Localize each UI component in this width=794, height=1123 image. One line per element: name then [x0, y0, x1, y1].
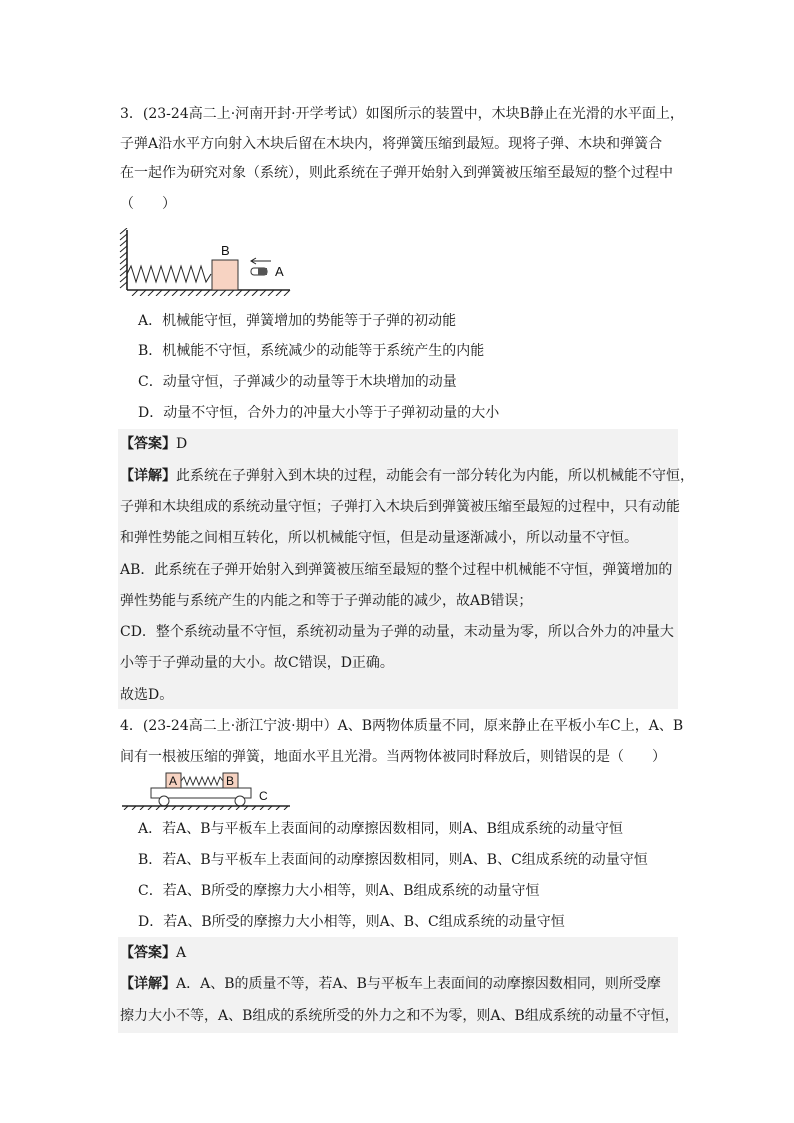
q3-stem-line-4: （ ）	[120, 196, 176, 212]
answer-value: D	[176, 436, 188, 452]
q4-option-a: A．若A、B与平板车上表面间的动摩擦因数相同，则A、B组成系统的动量守恒	[138, 821, 623, 837]
label-c: C	[259, 789, 268, 803]
q3-detail-line-6: CD．整个系统动量不守恒，系统初动量为子弹的动量，末动量为零，所以合外力的冲量大	[120, 624, 674, 640]
detail-tag: 【详解】	[120, 976, 176, 992]
detail-tag: 【详解】	[120, 468, 176, 484]
q3-option-d: D．动量不守恒，合外力的冲量大小等于子弹初动量的大小	[138, 405, 500, 421]
arrow-left-icon	[251, 258, 271, 264]
cart-wheel-left	[159, 796, 169, 806]
q3-detail-line-4: AB．此系统在子弹开始射入到弹簧被压缩至最短的整个过程中机械能不守恒，弹簧增加的	[120, 562, 673, 578]
answer-tag: 【答案】	[120, 436, 176, 452]
q4-detail-line-1	[120, 974, 676, 994]
detail-text: A．A、B的质量不等，若A、B与平板车上表面间的动摩擦因数相同，则所受摩	[176, 976, 661, 992]
q4-answer	[120, 943, 676, 963]
q3-answer	[120, 434, 676, 454]
q4-option-c: C．若A、B所受的摩擦力大小相等，则A、B组成系统的动量守恒	[138, 883, 540, 899]
label-b: B	[226, 774, 235, 788]
label-a: A	[169, 774, 178, 788]
spring	[181, 777, 223, 785]
block-b	[212, 260, 238, 290]
q3-detail-line-2: 子弹和木块组成的系统动量守恒；子弹打入木块后到弹簧被压缩至最短的过程中，只有动能	[120, 499, 680, 515]
ground	[122, 806, 290, 810]
q4-stem-line-1: 4．(23-24高二上·浙江宁波·期中）A、B两物体质量不同，原来静止在平板小车C上，A、B	[120, 718, 684, 734]
q3-option-a: A．机械能守恒，弹簧增加的势能等于子弹的初动能	[138, 313, 457, 329]
label-a: A	[275, 264, 284, 279]
q3-detail-line-1	[120, 466, 694, 486]
bullet-a	[251, 268, 267, 275]
detail-text: 此系统在子弹射入到木块的过程，动能会有一部分转化为内能，所以机械能不守恒，	[176, 468, 694, 484]
q3-stem-line-3: 在一起作为研究对象（系统），则此系统在子弹开始射入到弹簧被压缩至最短的整个过程中	[120, 165, 673, 181]
q4-option-b: B．若A、B与平板车上表面间的动摩擦因数相同，则A、B、C组成系统的动量守恒	[138, 852, 648, 868]
q4-detail-line-2: 擦力大小不等，A、B组成的系统所受的外力之和不为零，则A、B组成系统的动量不守恒，	[120, 1008, 679, 1024]
answer-value: A	[176, 945, 187, 961]
q3-detail-line-5: 弹性势能与系统产生的内能之和等于子弹动能的减少，故AB错误；	[120, 593, 533, 609]
answer-tag: 【答案】	[120, 945, 176, 961]
wall	[120, 228, 127, 290]
q4-option-d: D．若A、B所受的摩擦力大小相等，则A、B、C组成系统的动量守恒	[138, 914, 565, 930]
q3-figure	[118, 228, 298, 296]
q3-detail-line-7: 小等于子弹动量的大小。故C错误，D正确。	[120, 655, 394, 671]
q4-stem-line-2: 间有一根被压缩的弹簧，地面水平且光滑。当两物体被同时释放后，则错误的是（ ）	[120, 749, 666, 765]
q3-detail-line-8: 故选D。	[120, 687, 174, 703]
q3-option-b: B．机械能不守恒，系统减少的动能等于系统产生的内能	[138, 343, 485, 359]
q3-stem-line-2: 子弹A沿水平方向射入木块后留在木块内，将弹簧压缩到最短。现将子弹、木块和弹簧合	[120, 136, 663, 152]
spring	[127, 266, 211, 282]
q4-figure	[120, 770, 295, 810]
ground	[127, 290, 290, 296]
q3-option-c: C．动量守恒，子弹减少的动量等于木块增加的动量	[138, 374, 457, 390]
q3-stem-line-1: 3．(23-24高二上·河南开封·开学考试）如图所示的装置中，木块B静止在光滑的水平面上，	[120, 106, 684, 122]
label-b: B	[221, 243, 230, 258]
cart-wheel-right	[235, 796, 245, 806]
q3-detail-line-3: 和弹性势能之间相互转化，所以机械能守恒，但是动量逐渐减小，所以动量不守恒。	[120, 530, 638, 546]
